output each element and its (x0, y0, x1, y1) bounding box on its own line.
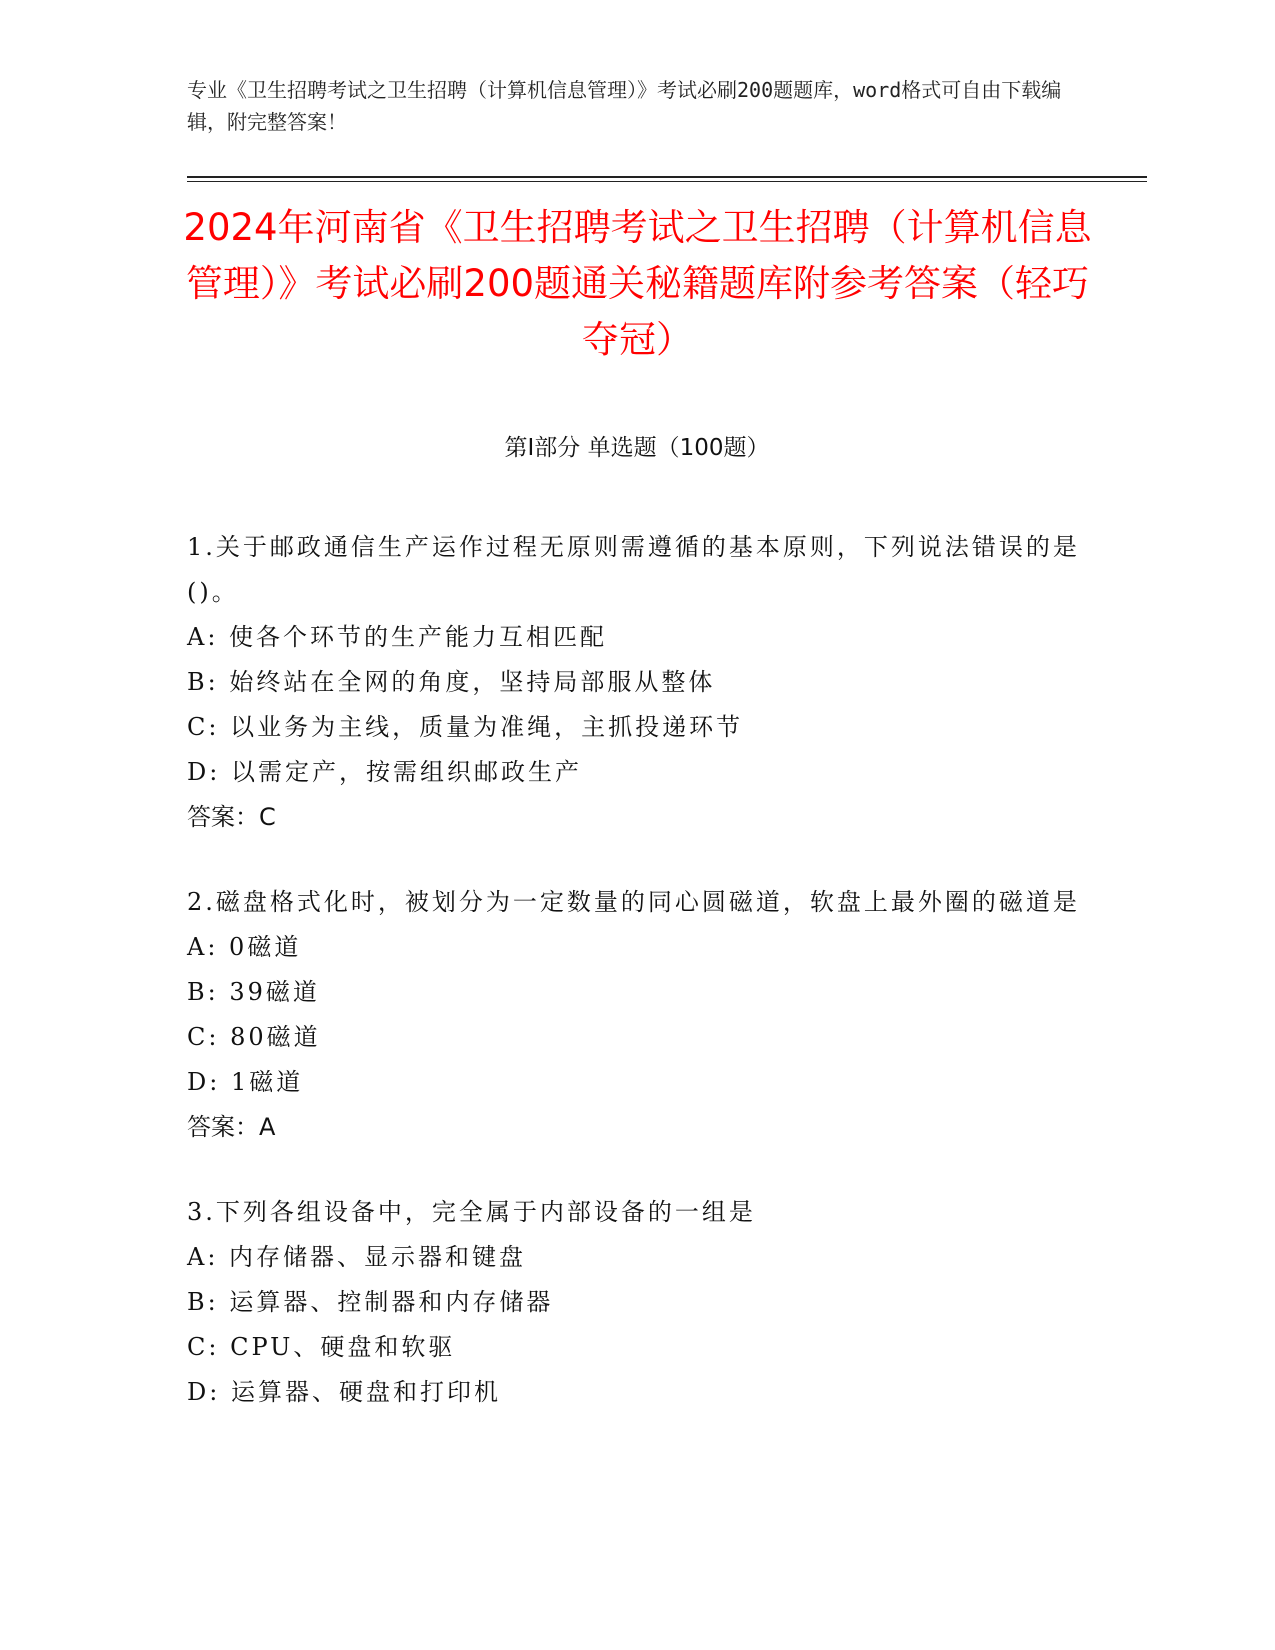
section-title: 第Ⅰ部分 单选题（100题） (504, 435, 770, 461)
answer-label: 答案：C (187, 803, 276, 831)
option-d: D: 以需定产，按需组织邮政生产 (187, 758, 582, 786)
header-note: 专业《卫生招聘考试之卫生招聘（计算机信息管理）》考试必刷200题题库，word格式可自由下载编辑，附完整答案！ (187, 78, 1062, 134)
option-a: A: 内存储器、显示器和键盘 (187, 1243, 527, 1271)
option-c: C: 以业务为主线，质量为准绳，主抓投递环节 (187, 713, 744, 741)
question-1 (187, 525, 1087, 840)
option-d: D: 1磁道 (187, 1068, 304, 1096)
question-2 (187, 880, 1087, 1150)
question-stem: 2.磁盘格式化时，被划分为一定数量的同心圆磁道，软盘上最外圈的磁道是 (187, 888, 1080, 916)
question-stem: 3.下列各组设备中，完全属于内部设备的一组是 (187, 1198, 756, 1226)
option-d: D: 运算器、硬盘和打印机 (187, 1378, 501, 1406)
answer-label: 答案：A (187, 1113, 276, 1141)
option-c: C: CPU、硬盘和软驱 (187, 1333, 456, 1361)
header-divider-thin (187, 181, 1147, 182)
document-title: 2024年河南省《卫生招聘考试之卫生招聘（计算机信息管理）》考试必刷200题通关秘籍题库附参考答案（轻巧夺冠） (183, 206, 1092, 361)
option-a: A: 使各个环节的生产能力互相匹配 (187, 623, 608, 651)
option-c: C: 80磁道 (187, 1023, 321, 1051)
question-stem: 1.关于邮政通信生产运作过程无原则需遵循的基本原则，下列说法错误的是()。 (187, 533, 1080, 606)
question-list (187, 525, 1087, 1455)
option-b: B: 39磁道 (187, 978, 320, 1006)
header-divider (187, 176, 1147, 178)
option-a: A: 0磁道 (187, 933, 302, 961)
question-3 (187, 1190, 1087, 1415)
option-b: B: 始终站在全网的角度，坚持局部服从整体 (187, 668, 716, 696)
option-b: B: 运算器、控制器和内存储器 (187, 1288, 554, 1316)
